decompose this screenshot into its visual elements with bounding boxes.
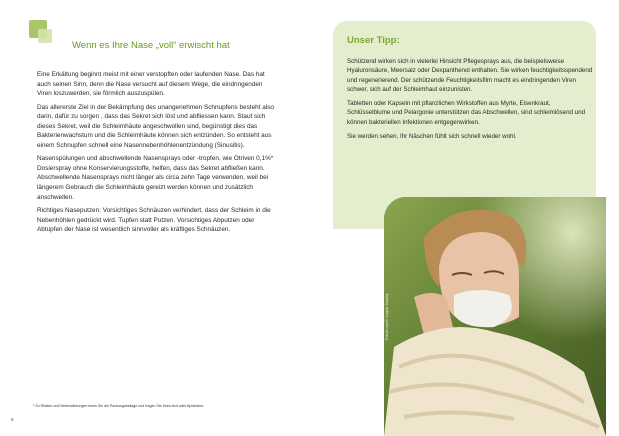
tip-paragraph-closing: Sie werden sehen, Ihr Näschen fühlt sich schnell wieder wohl.: [347, 133, 517, 141]
tip-title: Unser Tipp:: [347, 35, 400, 46]
footnote: * Zu Risiken und Nebenwirkungen lesen Sie die Packungsbeilage und fragen Sie Ihren Arzt oder Apotheker.: [33, 404, 205, 408]
photo-woman-blowing-nose: [384, 197, 606, 436]
tip-paragraph-sprays: Schützend wirken sich in vielerlei Hinsicht Pflegesprays aus, die beispielsweise Hyaluronsäure, Meersalz oder Dexpanthenol enthalten. Sie wirken feuchtigkeitsspendend und regenerierend. Der schützende Feuchtigkeitsfilm macht es eindringenden Viren schwer, sich auf der Schleimhaut einzunisten.: [347, 58, 593, 93]
photo-credit: Fotolia.com/© Angela Jhajaby: [385, 293, 389, 340]
paragraph-nasal-sprays: Nasenspülungen und abschwellende Nasensprays oder -tropfen, wie Otriven 0,1%* Dosierspray ohne Konservierungsstoffe, helfen, dass das Sekret abfließen kann. Abschwellende Nasensprays nicht länger als circa zehn Tage verwenden, weil bei längerem Gebrauch die Schleimhäute gereizt werden können und zusätzlich anschwellen.: [37, 155, 274, 201]
decorative-square-light: [38, 29, 52, 43]
main-text-column: [37, 70, 275, 239]
tip-paragraph-tablets: Tabletten oder Kapseln mit pflanzlichen Wirkstoffen aus Myrte, Eisenkraut, Schlüsselblume und Pelargonie unterstützen das Abschwellen, sind schleimlösend und können bakteriellen Infektionen entgegenwirken.: [347, 100, 586, 126]
tip-text: [347, 57, 593, 146]
section-heading: Wenn es Ihre Nase „voll“ erwischt hat: [72, 40, 230, 51]
page-number-left: 8: [11, 417, 14, 422]
page-number-right: 9: [604, 421, 607, 426]
paragraph-goal: Das allererste Ziel in der Bekämpfung des unangenehmen Schnupfens besteht also darin, dafür zu sorgen , dass das Sekret sich löst und abfliessen kann. Staut sich dieses Sekret, weil die Schleimhäute angeschwollen sind, begünstigt dies das Bakterienwachstum und die Schleimhäute können sich entzünden. So entsteht aus einem Schnupfen schnell eine Nasennebenhöhlenentzündung (Sinusitis).: [37, 103, 274, 149]
photo-illustration: [384, 197, 606, 436]
paragraph-nose-blowing: Richtiges Naseputzen: Vorsichtiges Schnäuzen verhindert, dass der Schleim in die Nebenhöhlen gedrückt wird. Tupfen statt Putzen. Vorsichtiges Abputzen oder Abtupfen der Nase ist wesentlich sinnvoller als kräftiges Schnäuzen.: [37, 207, 271, 234]
paragraph-intro: Eine Erkältung beginnt meist mit einer verstopften oder laufenden Nase. Das hat auch seinen Sinn, denn die Nase versucht auf diesem Wege, die eindringenden Viren loszuwerden, sie förmlich auszuspülen.: [37, 71, 265, 98]
